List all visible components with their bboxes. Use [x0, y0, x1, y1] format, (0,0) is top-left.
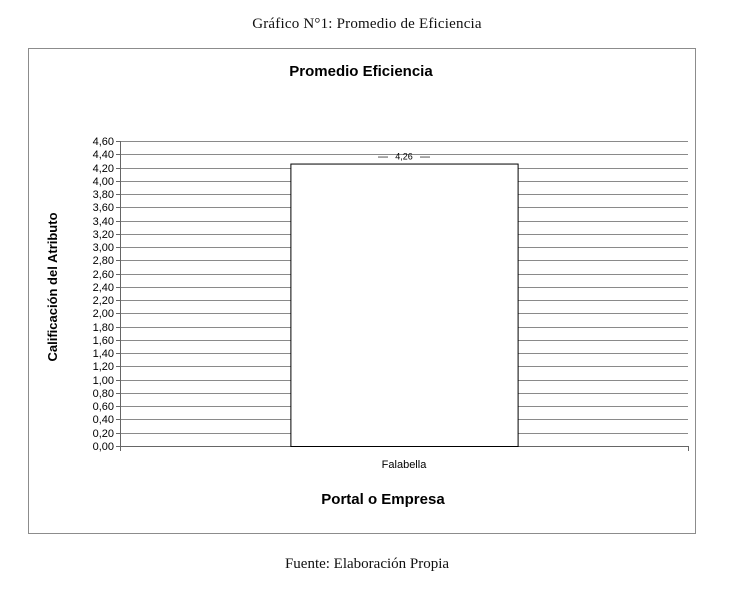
y-tick-label: 2,40	[92, 282, 114, 294]
y-tick-label: 2,60	[92, 269, 114, 281]
figure-caption: Gráfico N°1: Promedio de Eficiencia	[252, 16, 482, 32]
bars	[291, 152, 518, 447]
x-axis-title: Portal o Empresa	[321, 491, 445, 508]
y-tick-label: 2,20	[92, 295, 114, 307]
y-tick-label: 0,20	[92, 428, 114, 440]
y-axis-title: Calificación del Atributo	[45, 212, 60, 362]
bar	[291, 164, 518, 446]
y-tick-label: 1,60	[92, 335, 114, 347]
y-tick-label: 3,00	[92, 242, 114, 254]
y-tick-label: 1,80	[92, 322, 114, 334]
y-tick-label: 3,20	[92, 229, 114, 241]
data-label: 4,26	[395, 151, 413, 162]
y-tick-label: 4,00	[92, 176, 114, 188]
y-tick-label: 0,40	[92, 414, 114, 426]
y-tick-label: 1,20	[92, 361, 114, 373]
y-tick-label: 3,80	[92, 189, 114, 201]
y-tick-label: 3,60	[92, 202, 114, 214]
y-tick-label: 0,00	[92, 441, 114, 453]
y-tick-label: 0,80	[92, 388, 114, 400]
chart-title: Promedio Eficiencia	[289, 63, 433, 80]
y-tick-label: 4,40	[92, 149, 114, 161]
x-tick-label: Falabella	[381, 459, 427, 471]
y-tick-label: 0,60	[92, 401, 114, 413]
y-tick-label: 1,00	[92, 375, 114, 387]
y-tick-label: 4,20	[92, 163, 114, 175]
y-tick-label: 2,00	[92, 308, 114, 320]
y-tick-label: 1,40	[92, 348, 114, 360]
y-tick-label: 3,40	[92, 216, 114, 228]
figure-source: Fuente: Elaboración Propia	[284, 556, 450, 572]
y-tick-label: 2,80	[92, 255, 114, 267]
y-tick-label: 4,60	[92, 136, 114, 148]
